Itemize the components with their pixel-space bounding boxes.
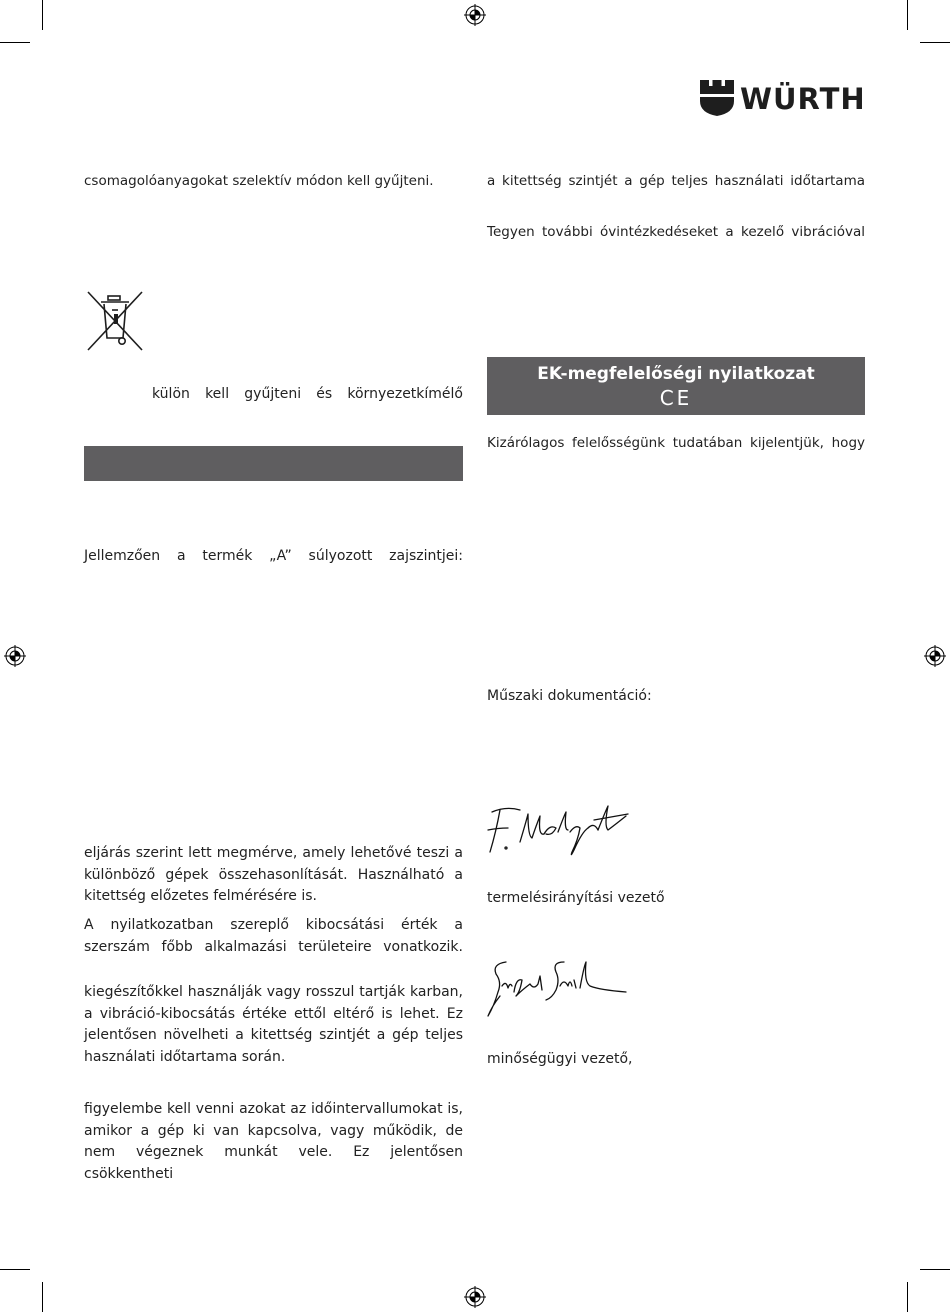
crossed-out-wheelie-bin-icon: [86, 290, 144, 352]
ek-declaration-heading-bar: [487, 357, 865, 415]
crop-mark: [0, 1269, 30, 1270]
left-paragraph-2: külön kell gyűjteni és környezetkímélő: [152, 386, 463, 402]
right-paragraph-1: a kitettség szintjét a gép teljes használati időtartama: [487, 173, 865, 189]
crop-mark: [907, 1282, 908, 1312]
wurth-emblem-icon: [700, 80, 734, 116]
ce-mark: CE: [659, 386, 693, 410]
right-paragraph-3: Kizárólagos felelősségünk tudatában kijelentjük, hogy: [487, 435, 865, 451]
crop-mark: [42, 0, 43, 30]
left-paragraph-1: csomagolóanyagokat szelektív módon kell gyűjteni.: [84, 173, 434, 189]
registration-mark-icon: [464, 4, 486, 26]
crop-mark: [42, 1282, 43, 1312]
ek-declaration-heading: EK-megfelelőségi nyilatkozat: [537, 364, 815, 384]
left-paragraph-4: eljárás szerint lett megmérve, amely lehetővé teszi a különböző gépek összehasonlítását. Használható a kitettség előzetes felmérésére is.: [84, 845, 463, 904]
right-paragraph-2: Tegyen további óvintézkedéseket a kezelő vibrációval: [487, 224, 865, 240]
signature-2-title: minőségügyi vezető,: [487, 1051, 633, 1067]
left-paragraph-3: Jellemzően a termék „A” súlyozott zajszintjei:: [84, 548, 463, 564]
left-paragraph-7: figyelembe kell venni azokat az időintervallumokat is, amikor a gép ki van kapcsolva, vagy működik, de nem végeznek munkát vele. Ez jelentősen csökkentheti: [84, 1101, 463, 1182]
technical-documentation-label: Műszaki dokumentáció:: [487, 688, 652, 704]
section-heading-bar: [84, 446, 463, 481]
signature-1-title: termelésirányítási vezető: [487, 890, 665, 906]
registration-mark-icon: [464, 1286, 486, 1308]
brand-name: WÜRTH: [740, 82, 866, 116]
left-paragraph-6: kiegészítőkkel használják vagy rosszul tartják karban, a vibráció-kibocsátás értéke ettől eltérő is lehet. Ez jelentősen növelheti a kitettség szintjét a gép teljes használati időtartama során.: [84, 984, 463, 1065]
crop-mark: [0, 42, 30, 43]
crop-mark: [920, 42, 950, 43]
signature-1: [486, 802, 636, 862]
left-paragraph-5: A nyilatkozatban szereplő kibocsátási érték a szerszám főbb alkalmazási területeire vonatkozik.: [84, 917, 463, 955]
registration-mark-icon: [924, 645, 946, 667]
crop-mark: [907, 0, 908, 30]
crop-mark: [920, 1269, 950, 1270]
brand-logo: [700, 80, 870, 118]
signature-2: [486, 956, 636, 1020]
registration-mark-icon: [4, 645, 26, 667]
